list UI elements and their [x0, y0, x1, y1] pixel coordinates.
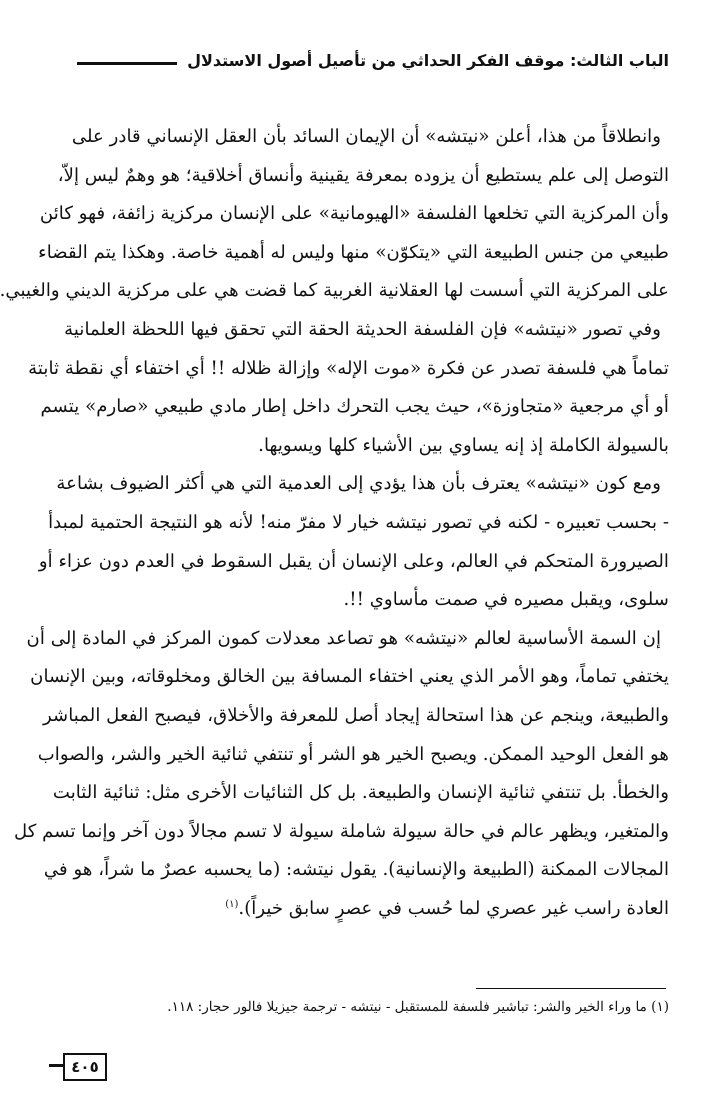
paragraph-3-line: سلوى، ويقبل مصيره في صمت مأساوي !!. [343, 589, 669, 611]
paragraph-4-line: والطبيعة، وينجم عن هذا استحالة إيجاد أصل للمعرفة والأخلاق، فيصبح الفعل المباشر [42, 704, 669, 726]
paragraph-1-line: التوصل إلى علم يستطيع أن يزوده بمعرفة يقينية وأنساق أخلاقية؛ هو وهمٌ ليس إلاّ، [57, 164, 669, 186]
paragraph-4-line: هو الفعل الوحيد الممكن. ويصبح الخير هو الشر أو تنتفي ثنائية الخير والشر، والصواب [37, 743, 669, 765]
paragraph-1-line: وانطلاقاً من هذا، أعلن «نيتشه» أن الإيمان السائد بأن العقل الإنساني قادر على [71, 126, 661, 147]
page-number: ٤٠٥ [63, 1053, 107, 1081]
paragraph-4-line: المجالات الممكنة (الطبيعة والإنسانية). يقول نيتشه: (ما يحسبه عصرٌ ما شراً، هو في [43, 859, 669, 881]
paragraph-1-line: طبيعي من جنس الطبيعة التي «يتكوّن» منها وليس له أهمية خاصة. وهكذا يتم القضاء [38, 241, 669, 263]
running-header [77, 46, 669, 74]
paragraph-3-line: الصيرورة المتحكم في العالم، وعلى الإنسان أن يقبل السقوط في العدم دون عزاء أو [38, 550, 669, 572]
paragraph-3-line: ومع كون «نيتشه» يعترف بأن هذا يؤدي إلى العدمية التي هي أكثر الضيوف بشاعة [56, 473, 661, 495]
paragraph-4-line: العادة راسب غير عصري لما حُسب في عصرٍ سابق خيراً). [238, 897, 669, 919]
paragraph-2-line: تماماً هي فلسفة تصدر عن فكرة «موت الإله» وإزالة ظلاله !! أي اختفاء أي نقطة ثابتة [28, 357, 669, 379]
paragraph-2-line: بالسيولة الكاملة إذ إنه يساوي بين الأشياء كلها ويسويها. [258, 434, 669, 456]
chapter-title: الباب الثالث: موقف الفكر الحداثي من تأصيل أصول الاستدلال [187, 50, 669, 70]
paragraph-4-line: والمتغير، ويظهر عالم في حالة سيولة شاملة سيولة لا تسم مجالاً دون آخر وإنما تسم كل [13, 820, 669, 842]
paragraph-1-line: وأن المركزية التي تخلعها الفلسفة «الهيومانية» على الإنسان مركزية زائفة، فهو كائن [39, 203, 669, 225]
footnote: (١) ما وراء الخير والشر: تباشير فلسفة للمستقبل - نيتشه - ترجمة جيزيلا فالور حجار: ١١٨. [167, 999, 669, 1015]
footnote-reference[interactable]: (١) [225, 898, 239, 910]
paragraph-3-line: - بحسب تعبيره - لكنه في تصور نيتشه خيار لا مفرّ منه! لأنه هو النتيجة الحتمية لمبدأ [48, 511, 669, 533]
page-number-rule [49, 1064, 63, 1067]
body-text [0, 118, 669, 928]
header-rule [77, 62, 177, 65]
paragraph-1-line: على المركزية التي أسست لها العقلانية الغربية كما قضت هي على مركزية الديني والغيبي. [0, 280, 669, 302]
footnote-separator [476, 988, 666, 989]
paragraph-2-line: أو أي مرجعية «متجاوزة»، حيث يجب التحرك داخل إطار مادي طبيعي «صارم» يتسم [40, 396, 669, 418]
paragraph-4-last-line [77, 890, 669, 929]
paragraph-4-line: إن السمة الأساسية لعالم «نيتشه» هو تصاعد معدلات كمون المركز في المادة إلى أن [26, 627, 661, 649]
paragraph-2-line: وفي تصور «نيتشه» فإن الفلسفة الحديثة الحقة التي تحقق فيها اللحظة العلمانية [64, 318, 661, 340]
paragraph-4-line: والخطأ. بل تنتفي ثنائية الإنسان والطبيعة. بل كل الثنائيات الأخرى مثل: ثنائية الثابت [52, 782, 669, 804]
paragraph-4-line: يختفي تماماً، وهو الأمر الذي يعني اختفاء المسافة بين الخالق ومخلوقاته، وبين الإنسان [30, 666, 669, 688]
